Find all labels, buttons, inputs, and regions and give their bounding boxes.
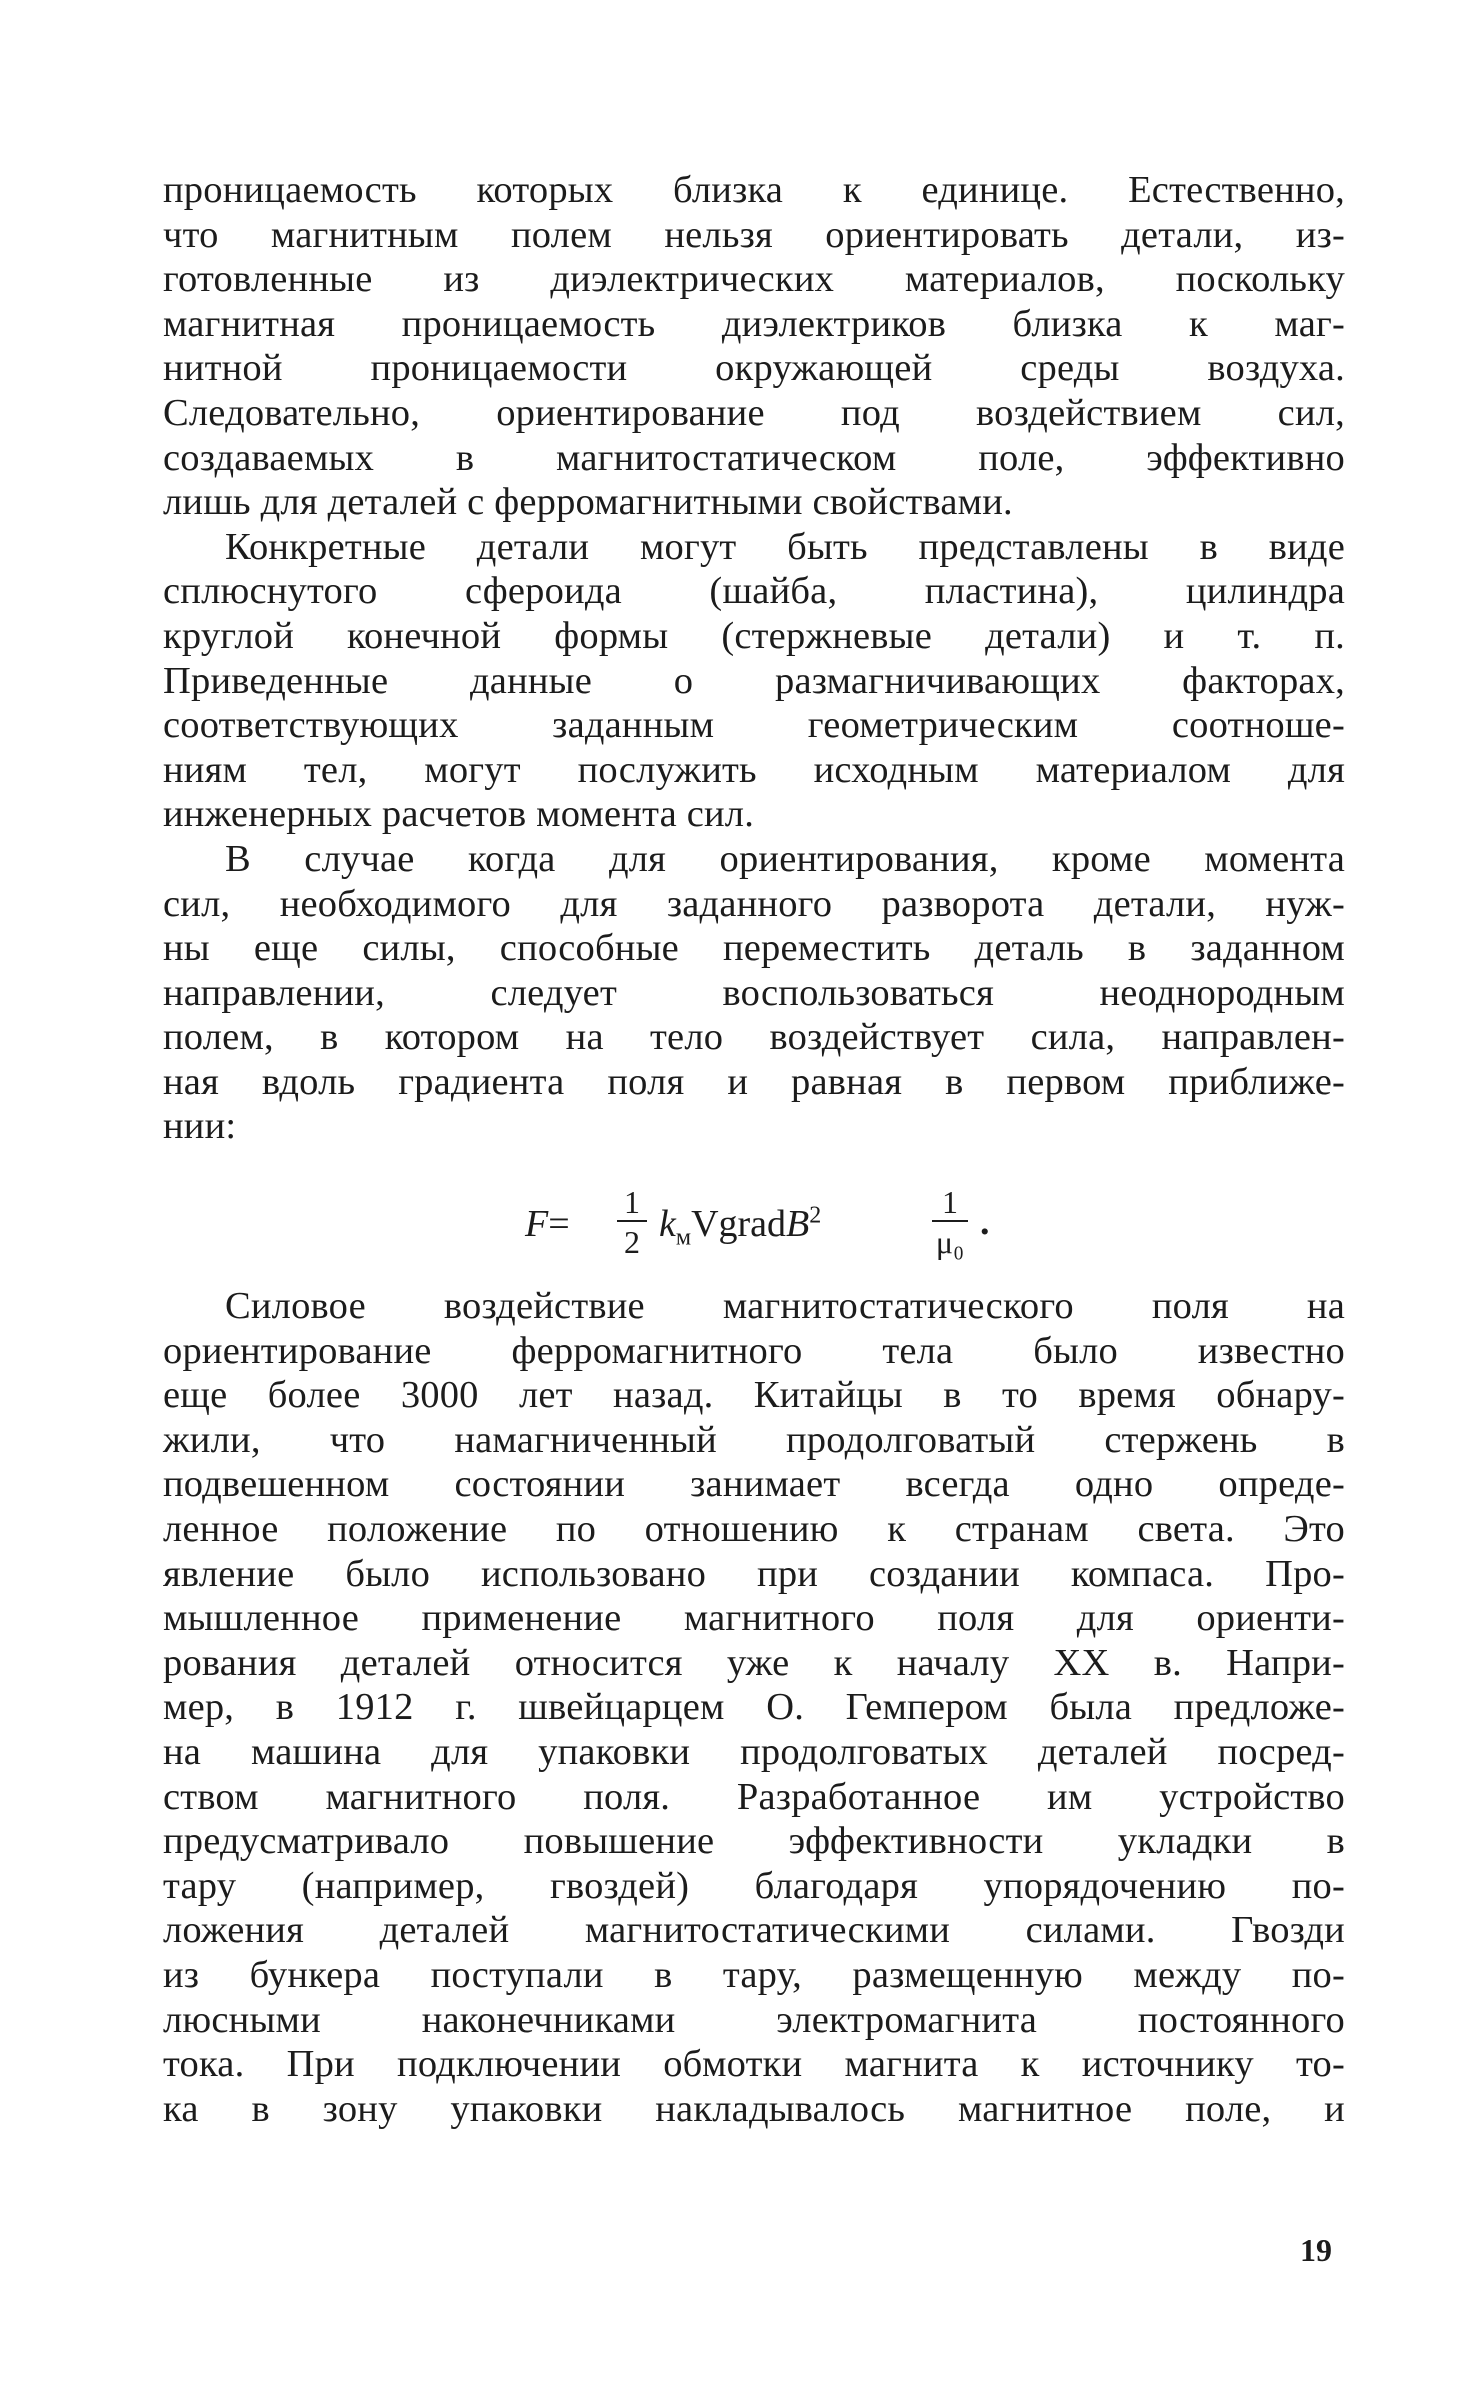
formula-lhs: F= (525, 1203, 570, 1245)
text-line: направлении, следует воспользоваться неоднородным (163, 971, 1345, 1014)
text-line: тару (например, гвоздей) благодаря упорядочению по- (163, 1864, 1345, 1907)
text-line: ством магнитного поля. Разработанное им устройство (163, 1775, 1345, 1818)
fraction-one-over-mu0 (930, 1184, 970, 1258)
text-line: сил, необходимого для заданного разворота детали, нуж- (163, 882, 1345, 925)
paragraph-4 (163, 1284, 1345, 2131)
text-line: рования деталей относится уже к началу XX в. Напри- (163, 1641, 1345, 1684)
text-line: что магнитным полем нельзя ориентировать детали, из- (163, 213, 1345, 256)
text-line: ниям тел, могут послужить исходным материалом для (163, 748, 1345, 791)
text-line: жили, что намагниченный продолговатый стержень в (163, 1418, 1345, 1461)
text-line: проницаемость которых близка к единице. Естественно, (163, 169, 1345, 211)
text-line: ориентирование ферромагнитного тела было известно (163, 1329, 1345, 1372)
text-line: тока. При подключении обмотки магнита к источнику то- (163, 2043, 1345, 2086)
text-line: Следовательно, ориентирование под воздействием сил, (163, 391, 1345, 434)
text-line: создаваемых в магнитостатическом поле, эффективно (163, 436, 1345, 479)
fraction-denominator: μ₀ (935, 1224, 965, 1260)
text-line: лишь для деталей с ферромагнитными свойствами. (163, 481, 1013, 524)
text-line: еще более 3000 лет назад. Китайцы в то время обнару- (163, 1374, 1345, 1417)
text-line: нитной проницаемости окружающей среды воздуха. (163, 347, 1345, 390)
text-line: круглой конечной формы (стержневые детали) и т. п. (163, 614, 1345, 657)
text-line: из бункера поступали в тару, размещенную между по- (163, 1953, 1345, 1996)
page-number: 19 (1300, 2232, 1332, 2268)
text-line: магнитная проницаемость диэлектриков близка к маг- (163, 302, 1345, 345)
text-line: ленное положение по отношению к странам света. Это (163, 1508, 1345, 1551)
text-line: ная вдоль градиента поля и равная в первом приближе- (163, 1060, 1345, 1103)
fraction-denominator: 2 (624, 1224, 640, 1260)
text-line: нии: (163, 1105, 237, 1148)
text-line: на машина для упаковки продолговатых деталей посред- (163, 1731, 1345, 1773)
formula-period: . (980, 1201, 990, 1243)
fraction-numerator: 1 (624, 1184, 640, 1220)
formula-middle: $k_мVgradB^2$ (659, 1202, 822, 1251)
text-line: мер, в 1912 г. швейцарцем О. Гемпером была предложе- (163, 1686, 1345, 1729)
text-line: явление было использовано при создании компаса. Про- (163, 1552, 1345, 1595)
text-line: готовленные из диэлектрических материалов, поскольку (163, 258, 1345, 301)
fraction-numerator: 1 (942, 1184, 958, 1220)
text-line: Конкретные детали могут быть представлены в виде (225, 525, 1345, 568)
text-line: полем, в котором на тело воздействует сила, направлен- (163, 1016, 1345, 1059)
text-line: предусматривало повышение эффективности укладки в (163, 1820, 1345, 1863)
force-formula (525, 1184, 1045, 1298)
text-line: мышленное применение магнитного поля для ориенти- (163, 1597, 1345, 1640)
text-line: инженерных расчетов момента сил. (163, 793, 755, 836)
paragraph-3 (163, 837, 1345, 1149)
text-line: ка в зону упаковки накладывалось магнитное поле, и (163, 2087, 1345, 2130)
text-line: ложения деталей магнитостатическими силами. Гвозди (163, 1909, 1345, 1952)
text-line: подвешенном состоянии занимает всегда одно опреде- (163, 1463, 1345, 1506)
text-line: Приведенные данные о размагничивающих факторах, (163, 659, 1345, 702)
text-line: соответствующих заданным геометрическим соотноше- (163, 704, 1345, 747)
text-line: Силовое воздействие магнитостатического поля на (225, 1285, 1345, 1328)
text-line: люсными наконечниками электромагнита постоянного (163, 1998, 1345, 2041)
paragraph-2 (163, 525, 1345, 837)
fraction-one-half (615, 1184, 649, 1258)
text-line: сплюснутого сфероида (шайба, пластина), цилиндра (163, 570, 1345, 613)
page-body (163, 168, 1345, 2131)
paragraph-1 (163, 168, 1345, 525)
text-line: В случае когда для ориентирования, кроме момента (225, 837, 1345, 880)
text-line: ны еще силы, способные переместить деталь в заданном (163, 927, 1345, 970)
